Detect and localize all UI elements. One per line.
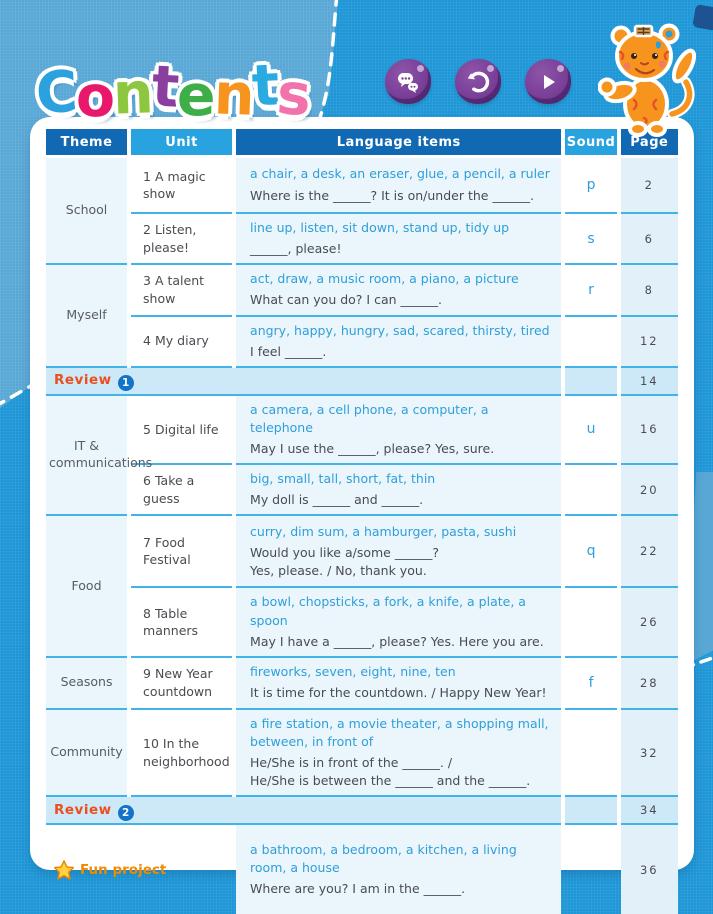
table-row [46, 396, 678, 465]
pattern-line: ______, please! [250, 241, 342, 257]
sound-cell: q [565, 516, 616, 588]
play-icon [536, 70, 560, 94]
table-header-row [46, 129, 678, 158]
button-highlight [487, 65, 494, 72]
language-cell [236, 265, 561, 316]
sound-cell: u [565, 396, 616, 465]
chat-icon [395, 70, 421, 94]
vocab-line: fireworks, seven, eight, nine, ten [250, 664, 456, 680]
vocab-line: a bathroom, a bedroom, a kitchen, a living room, a house [250, 842, 517, 876]
pattern-line: Where are you? I am in the ______. [250, 881, 466, 897]
review-sound-cell [565, 368, 616, 396]
table-row [46, 265, 678, 316]
review-label-cell [46, 368, 561, 396]
pattern-line: He/She is in front of the ______. / [250, 755, 453, 770]
pattern-line: May I have a ______, please? Yes. Here you are. [250, 633, 544, 649]
tiger-mascot [598, 16, 706, 138]
page-cell: 22 [621, 516, 678, 588]
col-header-page: Page [621, 129, 678, 158]
sound-cell: f [565, 658, 616, 710]
page-cell: 12 [621, 317, 678, 368]
title-letter: n [111, 60, 153, 128]
pattern-line: Would you like a/some ______? [250, 544, 439, 560]
theme-cell-myself: Myself [46, 265, 127, 368]
theme-cell-food: Food [46, 516, 127, 657]
review-row-2 [46, 797, 678, 825]
play-button[interactable] [525, 59, 571, 104]
pattern-line: It is time for the countdown. / Happy New Year! [250, 685, 547, 701]
chat-button[interactable] [385, 59, 431, 104]
table-row [46, 214, 678, 265]
page-cell: 14 [621, 368, 678, 396]
table-row [46, 158, 678, 214]
contents-table [42, 129, 682, 914]
title-letter: t [149, 53, 179, 121]
unit-cell: 5 Digital life [131, 396, 232, 465]
col-header-theme: Theme [46, 129, 127, 158]
vocab-line: a chair, a desk, an eraser, glue, a pencil, a ruler [250, 166, 550, 182]
sound-cell: s [565, 214, 616, 265]
language-cell [236, 214, 561, 265]
pattern-line: My doll is ______ and ______. [250, 492, 424, 508]
title-letter: o [74, 63, 115, 131]
vocab-line: a fire station, a movie theater, a shopping mall, between, in front of [250, 715, 549, 749]
page-cell: 6 [621, 214, 678, 265]
language-cell [236, 465, 561, 516]
pattern-line: Where is the ______? It is on/under the ______. [250, 187, 534, 203]
review-label: Review [54, 801, 112, 818]
vocab-line: act, draw, a music room, a piano, a picture [250, 271, 519, 287]
page-cell: 20 [621, 465, 678, 516]
table-row [46, 516, 678, 588]
page-cell: 28 [621, 658, 678, 710]
unit-cell: 8 Table manners [131, 588, 232, 657]
fun-project-label-cell [46, 825, 232, 914]
theme-cell-seasons: Seasons [46, 658, 127, 710]
col-header-sound: Sound [565, 129, 616, 158]
title-letter: t [250, 52, 280, 120]
title-letter: e [176, 63, 214, 129]
sound-cell [565, 317, 616, 368]
replay-icon [465, 69, 491, 95]
unit-cell: 6 Take a guess [131, 465, 232, 516]
theme-cell-school: School [46, 158, 127, 265]
page-cell: 26 [621, 588, 678, 657]
title-letter: C [34, 59, 78, 127]
button-highlight [557, 65, 564, 72]
table-row [46, 317, 678, 368]
review-sound-cell [565, 797, 616, 825]
review-label-cell [46, 797, 561, 825]
sound-cell: r [565, 265, 616, 316]
title-letter: s [275, 60, 312, 130]
language-cell [236, 825, 561, 914]
fun-project-row [46, 825, 678, 914]
theme-cell-it-communications: IT & communications [46, 396, 127, 517]
vocab-line: a camera, a cell phone, a computer, a telephone [250, 401, 489, 435]
language-cell [236, 516, 561, 588]
table-row [46, 588, 678, 657]
theme-cell-community: Community [46, 710, 127, 798]
unit-cell: 7 Food Festival [131, 516, 232, 588]
pattern-line: He/She is between the ______ and the ______. [250, 773, 531, 789]
sound-cell [565, 465, 616, 516]
unit-cell: 1 A magic show [131, 158, 232, 214]
review-label: Review [54, 372, 112, 389]
pattern-line: What can you do? I can ______. [250, 292, 442, 308]
sound-cell [565, 588, 616, 657]
unit-cell: 2 Listen, please! [131, 214, 232, 265]
fun-project-label: Fun project [80, 861, 167, 878]
review-number-badge: 1 [118, 375, 134, 391]
language-cell [236, 658, 561, 710]
page-cell: 36 [621, 825, 678, 914]
table-row [46, 710, 678, 798]
sound-cell: p [565, 158, 616, 214]
page-cell: 8 [621, 265, 678, 316]
col-header-unit: Unit [131, 129, 232, 158]
vocab-line: big, small, tall, short, fat, thin [250, 471, 436, 487]
page-cell: 2 [621, 158, 678, 214]
vocab-line: a bowl, chopsticks, a fork, a knife, a plate, a spoon [250, 594, 526, 628]
language-cell [236, 710, 561, 798]
unit-cell: 10 In the neighborhood [131, 710, 232, 798]
language-cell [236, 396, 561, 465]
language-cell [236, 588, 561, 657]
language-cell [236, 158, 561, 214]
review-number-badge: 2 [118, 805, 134, 821]
replay-button[interactable] [455, 59, 501, 104]
sound-cell [565, 710, 616, 798]
title-letter: n [212, 61, 254, 129]
star-icon [54, 860, 74, 880]
pattern-line: Yes, please. / No, thank you. [250, 562, 427, 578]
unit-cell: 9 New Year countdown [131, 658, 232, 710]
review-row-1 [46, 368, 678, 396]
page-cell: 32 [621, 710, 678, 798]
page-cell: 16 [621, 396, 678, 465]
pattern-line: May I use the ______, please? Yes, sure. [250, 441, 495, 456]
vocab-line: curry, dim sum, a hamburger, pasta, sushi [250, 523, 517, 539]
vocab-line: line up, listen, sit down, stand up, tidy up [250, 220, 510, 235]
table-row [46, 658, 678, 710]
unit-cell: 4 My diary [131, 317, 232, 368]
language-cell [236, 317, 561, 368]
sound-cell [565, 825, 616, 914]
pattern-line: I feel ______. [250, 343, 327, 359]
table-row [46, 465, 678, 516]
page-cell: 34 [621, 797, 678, 825]
page-title [34, 52, 312, 131]
col-header-language: Language items [236, 129, 561, 158]
button-highlight [417, 65, 424, 72]
contents-card [30, 117, 694, 897]
vocab-line: angry, happy, hungry, sad, scared, thirsty, tired [250, 322, 550, 338]
unit-cell: 3 A talent show [131, 265, 232, 316]
